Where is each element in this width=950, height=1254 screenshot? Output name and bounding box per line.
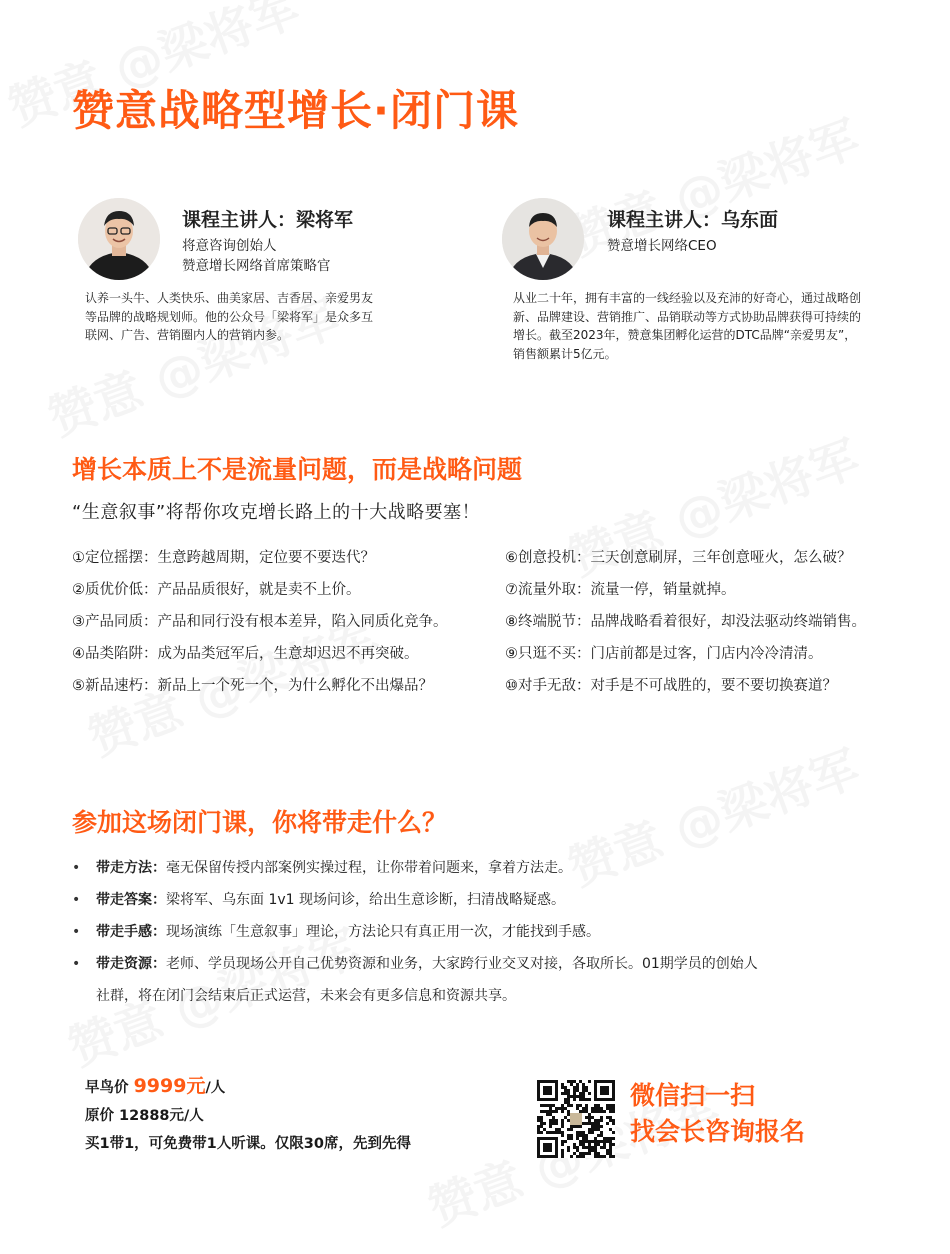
page-title: 赞意战略型增长·闭门课: [72, 86, 519, 135]
speaker-2-name: 课程主讲人：乌东面: [607, 209, 779, 231]
early-bird-label: 早鸟价: [85, 1080, 129, 1096]
section-1-heading: 增长本质上不是流量问题，而是战略问题: [72, 455, 523, 484]
promo-text: 买1带1，可免费带1人听课。仅限30席，先到先得: [85, 1136, 411, 1152]
wechat-qr-code[interactable]: [537, 1080, 615, 1158]
takeaway-text: 社群，将在闭门会结束后正式运营，未来会有更多信息和资源共享。: [96, 988, 516, 1004]
bullet-dot: •: [72, 956, 81, 972]
challenge-item: ⑧终端脱节：品牌战略看着很好，却没法驱动终端销售。: [505, 614, 866, 630]
challenge-item: ②质优价低：产品品质很好，就是卖不上价。: [72, 582, 361, 598]
early-bird-unit: /人: [205, 1080, 226, 1096]
takeaway-text: 梁将军、乌东面 1v1 现场问诊，给出生意诊断，扫清战略疑惑。: [166, 892, 565, 908]
takeaway-item: [72, 948, 758, 980]
takeaway-item: [72, 884, 758, 916]
bullet-dot: •: [72, 924, 81, 940]
takeaway-label: 带走方法：: [96, 860, 166, 876]
takeaway-text: 现场演练「生意叙事」理论，方法论只有真正用一次，才能找到手感。: [166, 924, 600, 940]
challenge-item: ⑦流量外取：流量一停，销量就掉。: [505, 582, 736, 598]
challenge-item: ⑩对手无敌：对手是不可战胜的，要不要切换赛道？: [505, 678, 837, 694]
takeaway-label: 带走手感：: [96, 924, 166, 940]
takeaway-item: [72, 916, 758, 948]
speaker-2-avatar: [502, 198, 584, 280]
bullet-dot: •: [72, 860, 81, 876]
challenge-item: ⑤新品速朽：新品上一个死一个，为什么孵化不出爆品？: [72, 678, 433, 694]
early-bird-amount: 9999元: [133, 1075, 206, 1097]
bullet-dot: •: [72, 892, 81, 908]
speaker-1-roles: [182, 236, 331, 276]
early-bird-price: [85, 1072, 411, 1102]
takeaway-item-continued: [72, 980, 758, 1012]
cta-line-1: 微信扫一扫: [630, 1081, 756, 1110]
section-2-heading: 参加这场闭门课，你将带走什么？: [72, 808, 448, 837]
challenge-list-left: [72, 542, 448, 702]
pricing-block: [85, 1072, 411, 1158]
challenge-item: ④品类陷阱：成为品类冠军后，生意却迟迟不再突破。: [72, 646, 419, 662]
takeaway-label: 带走资源：: [96, 956, 166, 972]
challenge-item: ①定位摇摆：生意跨越周期，定位要不要迭代？: [72, 550, 375, 566]
takeaway-list: [72, 852, 758, 1012]
takeaway-item: [72, 852, 758, 884]
cta-block: [630, 1078, 805, 1150]
challenge-item: ③产品同质：产品和同行没有根本差异，陷入同质化竞争。: [72, 614, 448, 630]
takeaway-text: 毫无保留传授内部案例实操过程，让你带着问题来，拿着方法走。: [166, 860, 572, 876]
speaker-2-bio: 从业二十年，拥有丰富的一线经验以及充沛的好奇心，通过战略创新、品牌建设、营销推广、品销联动等方式协助品牌获得可持续的增长。截至2023年，赞意集团孵化运营的DTC品牌“亲爱男友”，销售额累计5亿元。: [513, 291, 862, 361]
cta-line-2: 找会长咨询报名: [630, 1117, 806, 1146]
speaker-2-roles: [607, 236, 717, 256]
speaker-1-role: 将意咨询创始人: [182, 238, 277, 254]
challenge-item: ⑨只逛不买：门店前都是过客，门店内冷冷清清。: [505, 646, 823, 662]
takeaway-text: 老师、学员现场公开自己优势资源和业务，大家跨行业交叉对接，各取所长。01期学员的创始人: [166, 956, 758, 972]
speaker-1-role: 赞意增长网络首席策略官: [182, 258, 331, 274]
challenge-list-right: [505, 542, 866, 702]
takeaway-label: 带走答案：: [96, 892, 166, 908]
challenge-item: ⑥创意投机：三天创意刷屏，三年创意哑火，怎么破？: [505, 550, 852, 566]
section-1-subtitle: “生意叙事”将帮你攻克增长路上的十大战略要塞！: [72, 502, 481, 523]
speaker-2-role: 赞意增长网络CEO: [607, 238, 717, 254]
speaker-1-avatar: [78, 198, 160, 280]
speaker-1-name: 课程主讲人：梁将军: [182, 209, 354, 231]
speaker-1-bio: 认养一头牛、人类快乐、曲美家居、吉香居、亲爱男友等品牌的战略规划师。他的公众号「梁将军」是众多互联网、广告、营销圈内人的营销内参。: [85, 291, 374, 342]
original-price: 原价 12888元/人: [85, 1108, 204, 1124]
